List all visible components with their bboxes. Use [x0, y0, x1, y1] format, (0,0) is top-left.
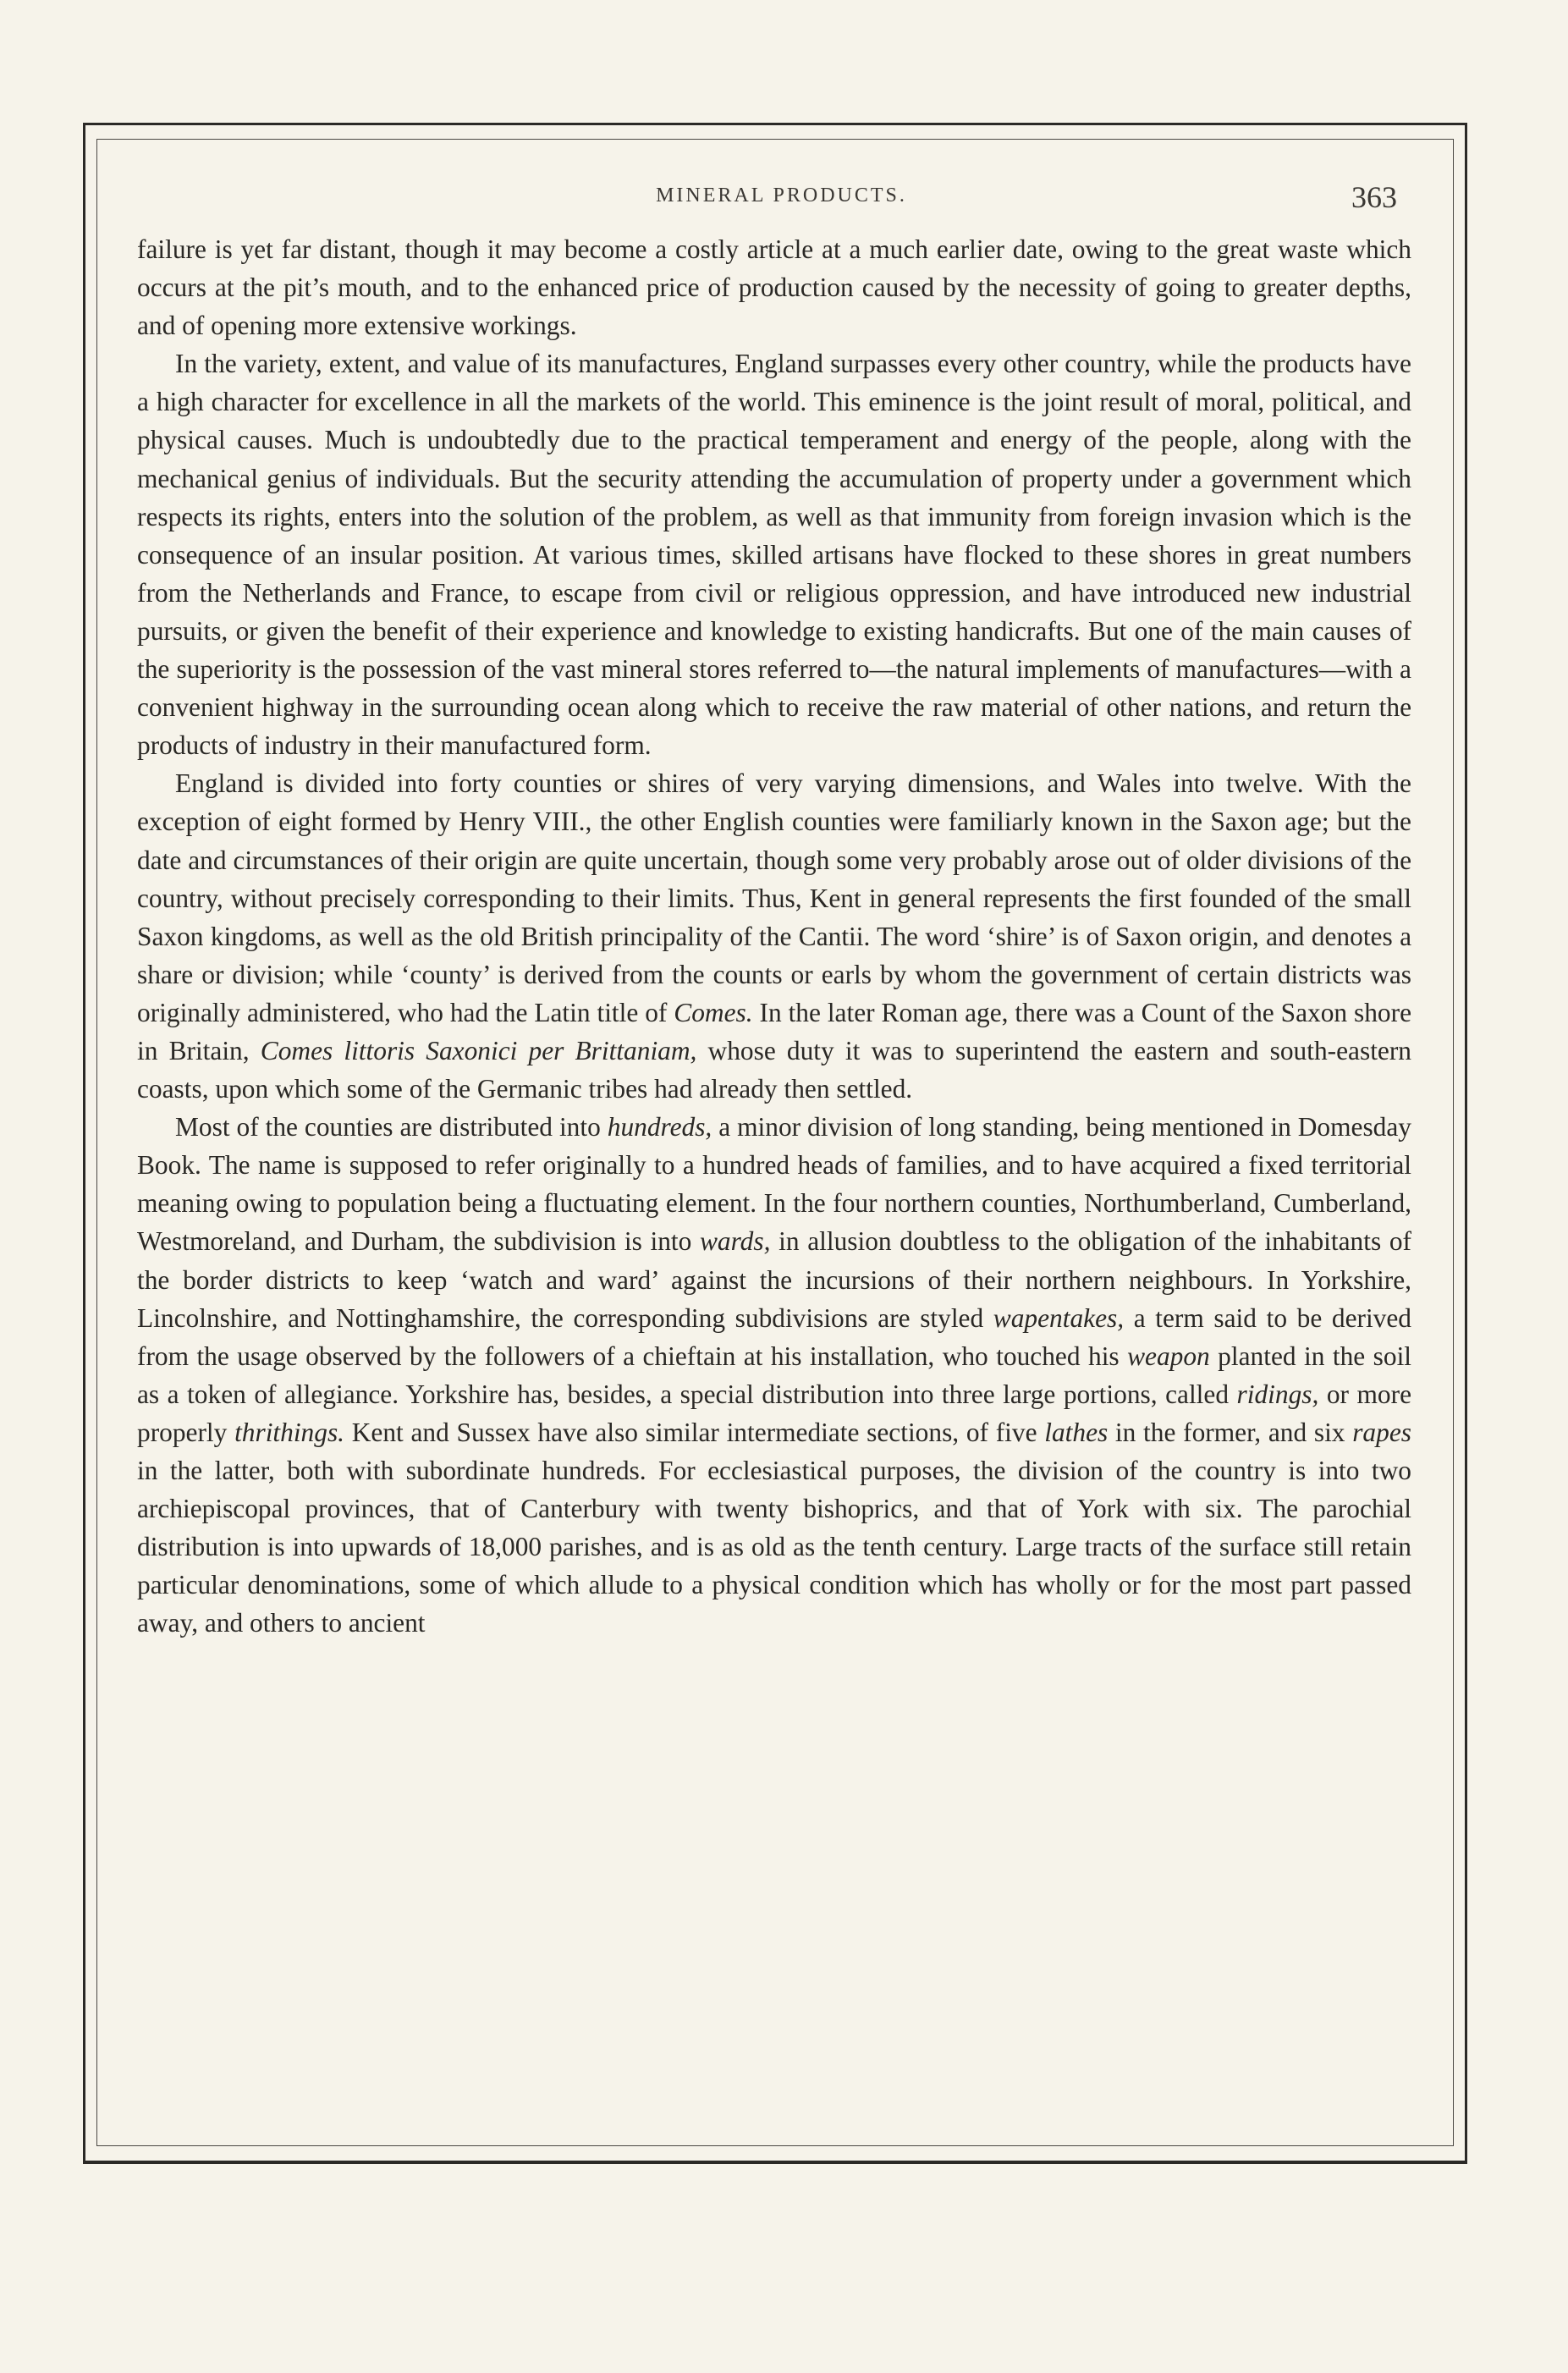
text-run: or more properly [137, 1379, 1411, 1447]
text-run: In the variety, extent, and value of its manufactures, England surpasses every other country, while the products have a high character for excellence in all the markets of the world. This eminence is the joint result of moral, political, and physical causes. Much is undoubtedly due to the practical temperament and energy of the people, along with the mechanical genius of individuals. But the security attending the accumulation of property under a government which respects its rights, enters into the solution of the problem, as well as that immunity from foreign invasion which is the consequence of an insular position. At various times, skilled artisans have flocked to these shores in great numbers from the Netherlands and France, to escape from civil or religious oppression, and have introduced new industrial pursuits, or given the benefit of their experience and knowledge to existing handicrafts. But one of the main causes of the superiority is the possession of the vast mineral stores referred to—the natural implements of manufactures—with a convenient highway in the surrounding ocean along which to receive the raw material of other nations, and return the products of industry in their manufactured form. [137, 349, 1411, 761]
body-text [137, 230, 1411, 1642]
text-run: Kent and Sussex have also similar intermediate sections, of five [344, 1417, 1045, 1447]
text-run: In the later Roman age, there was a Count of the Saxon shore in Britain, [137, 997, 1411, 1065]
paragraph [137, 764, 1411, 1108]
italic-term: ridings, [1236, 1379, 1319, 1409]
text-run: a term said to be derived from the usage observed by the followers of a chieftain at his installation, who touched his [137, 1302, 1411, 1371]
running-head: MINERAL PRODUCTS. [656, 184, 907, 206]
text-run: in the former, and six [1108, 1417, 1353, 1447]
italic-term: weapon [1127, 1341, 1210, 1371]
text-run: in allusion doubtless to the obligation of the inhabitants of the border districts to keep ‘watch and ward’ against the incursions of their northern neighbours. In Yorkshire, Lincolnshire, and Nottinghamshire, the corresponding subdivisions are styled [137, 1226, 1411, 1333]
paragraph [137, 1108, 1411, 1642]
text-run: in the latter, both with subordinate hundreds. For ecclesiastical purposes, the division of the country is into two archiepiscopal provinces, that of Canterbury with twenty bishoprics, and that of York with six. The parochial distribution is into upwards of 18,000 parishes, and is as old as the tenth century. Large tracts of the surface still retain particular denominations, some of which allude to a physical condition which has wholly or for the most part passed away, and others to ancient [137, 1456, 1411, 1638]
italic-term: Comes littoris Saxonici per Brittaniam, [260, 1035, 697, 1065]
page-number: 363 [1351, 180, 1397, 214]
text-run: whose duty it was to superintend the eastern and south-eastern coasts, upon which some of the Germanic tribes had already then settled. [137, 1035, 1411, 1104]
italic-term: lathes [1044, 1417, 1109, 1447]
text-run: failure is yet far distant, though it may become a costly article at a much earlier date, owing to the great waste which occurs at the pit’s mouth, and to the enhanced price of production caused by the necessity of going to greater depths, and of opening more extensive workings. [137, 234, 1411, 341]
italic-term: rapes [1352, 1417, 1411, 1447]
italic-term: thrithings. [234, 1417, 345, 1447]
text-run: Most of the counties are distributed into [175, 1112, 608, 1142]
paragraph [137, 230, 1411, 344]
italic-term: wapentakes, [993, 1302, 1125, 1333]
paragraph [137, 344, 1411, 764]
italic-term: hundreds, [607, 1112, 712, 1142]
text-run: a minor division of long standing, being mentioned in Domesday Book. The name is supposed to refer originally to a hundred heads of families, and to have acquired a fixed territorial meaning owing to population being a fluctuating element. In the four northern counties, Northumberland, Cumberland, Westmoreland, and Durham, the subdivision is into [137, 1112, 1411, 1257]
italic-term: Comes. [674, 997, 753, 1027]
text-run: planted in the soil as a token of allegiance. Yorkshire has, besides, a special distribution into three large portions, called [137, 1341, 1412, 1409]
page-header [166, 179, 1397, 213]
italic-term: wards, [699, 1226, 771, 1257]
text-run: England is divided into forty counties or shires of very varying dimensions, and Wales into twelve. With the exception of eight formed by Henry VIII., the other English counties were familiarly known in the Saxon age; but the date and circumstances of their origin are quite uncertain, though some very probably arose out of older divisions of the country, without precisely corresponding to their limits. Thus, Kent in general represents the first founded of the small Saxon kingdoms, as well as the old British principality of the Cantii. The word ‘shire’ is of Saxon origin, and denotes a share or division; while ‘county’ is derived from the counts or earls by whom the government of certain districts was originally administered, who had the Latin title of [137, 768, 1411, 1027]
